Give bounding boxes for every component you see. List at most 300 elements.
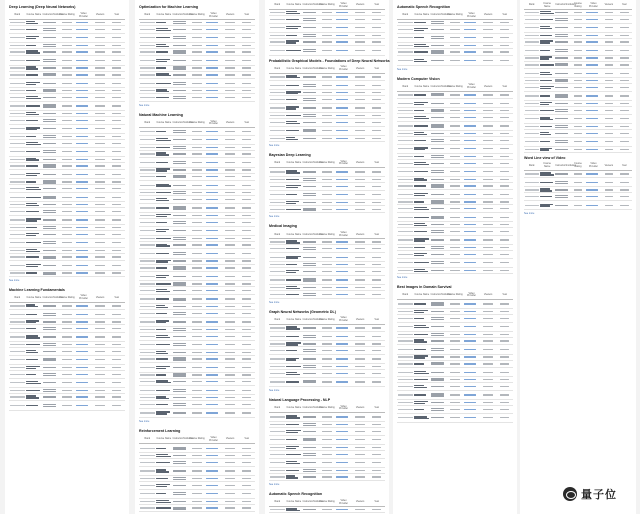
table-cell-prov[interactable] <box>463 26 480 34</box>
table-cell-prov[interactable] <box>205 482 222 490</box>
table-row[interactable] <box>9 231 125 239</box>
table-row[interactable] <box>139 504 255 512</box>
table-cell-name[interactable] <box>26 238 43 247</box>
see-more-link[interactable]: See more <box>269 483 280 487</box>
table-row[interactable] <box>397 322 513 331</box>
table-cell-prov[interactable] <box>463 383 480 391</box>
table-cell-name[interactable] <box>286 291 303 299</box>
table-row[interactable] <box>9 94 125 102</box>
table-cell-name[interactable] <box>156 264 173 272</box>
table-cell-name[interactable] <box>286 428 303 436</box>
table-cell-name[interactable] <box>286 253 303 262</box>
table-row[interactable] <box>139 459 255 467</box>
table-cell-name[interactable] <box>156 444 173 453</box>
table-row[interactable] <box>269 38 385 46</box>
table-row[interactable] <box>397 167 513 176</box>
table-cell-prov[interactable] <box>205 466 222 475</box>
table-cell-name[interactable] <box>286 183 303 191</box>
table-row[interactable] <box>397 267 513 273</box>
table-cell-prov[interactable] <box>205 459 222 467</box>
table-row[interactable] <box>269 450 385 458</box>
table-row[interactable] <box>397 99 513 108</box>
table-row[interactable] <box>524 23 632 32</box>
table-cell-name[interactable] <box>539 107 554 115</box>
table-cell-name[interactable] <box>286 473 303 481</box>
table-cell-name[interactable] <box>286 370 303 378</box>
table-row[interactable] <box>397 337 513 345</box>
table-cell-name[interactable] <box>539 178 554 187</box>
table-cell-name[interactable] <box>26 302 43 310</box>
table-cell-prov[interactable] <box>205 272 222 281</box>
table-cell-prov[interactable] <box>586 91 601 100</box>
table-row[interactable] <box>397 228 513 236</box>
table-cell-prov[interactable] <box>463 228 480 236</box>
table-cell-prov[interactable] <box>205 295 222 304</box>
table-cell-prov[interactable] <box>463 91 480 99</box>
table-cell-prov[interactable] <box>586 146 601 152</box>
table-cell-prov[interactable] <box>463 315 480 323</box>
table-row[interactable] <box>9 147 125 156</box>
table-row[interactable] <box>139 340 255 349</box>
table-row[interactable] <box>139 71 255 79</box>
table-cell-prov[interactable] <box>205 444 222 453</box>
table-row[interactable] <box>9 332 125 341</box>
table-row[interactable] <box>397 360 513 368</box>
table-cell-prov[interactable] <box>75 33 92 42</box>
table-row[interactable] <box>269 135 385 141</box>
see-more-link[interactable]: See more <box>524 212 535 216</box>
table-row[interactable] <box>269 190 385 199</box>
table-cell-name[interactable] <box>286 245 303 253</box>
table-cell-name[interactable] <box>156 466 173 475</box>
table-row[interactable] <box>397 190 513 199</box>
table-row[interactable] <box>524 38 632 46</box>
table-row[interactable] <box>524 114 632 123</box>
table-cell-name[interactable] <box>414 383 431 391</box>
table-cell-prov[interactable] <box>75 270 92 276</box>
table-row[interactable] <box>269 103 385 112</box>
table-cell-name[interactable] <box>156 272 173 281</box>
table-row[interactable] <box>139 264 255 272</box>
table-cell-name[interactable] <box>26 310 43 319</box>
table-cell-prov[interactable] <box>205 287 222 295</box>
table-cell-prov[interactable] <box>586 178 601 187</box>
table-cell-prov[interactable] <box>75 325 92 333</box>
table-row[interactable] <box>9 139 125 147</box>
table-row[interactable] <box>269 167 385 176</box>
table-cell-name[interactable] <box>414 167 431 176</box>
table-row[interactable] <box>139 48 255 56</box>
table-cell-prov[interactable] <box>335 507 352 513</box>
table-cell-name[interactable] <box>156 135 173 144</box>
table-cell-name[interactable] <box>539 137 554 146</box>
table-cell-name[interactable] <box>286 103 303 112</box>
table-row[interactable] <box>269 183 385 191</box>
table-row[interactable] <box>524 107 632 115</box>
table-cell-name[interactable] <box>286 507 303 513</box>
table-cell-name[interactable] <box>539 129 554 137</box>
table-cell-prov[interactable] <box>463 235 480 244</box>
table-row[interactable] <box>524 84 632 92</box>
table-cell-name[interactable] <box>414 360 431 368</box>
table-cell-name[interactable] <box>156 459 173 467</box>
table-row[interactable] <box>139 219 255 227</box>
table-cell-name[interactable] <box>286 23 303 32</box>
table-row[interactable] <box>9 325 125 333</box>
table-row[interactable] <box>139 466 255 475</box>
table-cell-name[interactable] <box>286 377 303 386</box>
table-row[interactable] <box>269 347 385 355</box>
table-cell-name[interactable] <box>156 317 173 326</box>
table-cell-name[interactable] <box>286 73 303 81</box>
table-cell-name[interactable] <box>414 213 431 222</box>
table-cell-prov[interactable] <box>586 38 601 46</box>
table-cell-prov[interactable] <box>75 117 92 125</box>
table-cell-name[interactable] <box>26 215 43 224</box>
see-more-link[interactable]: See more <box>269 388 280 392</box>
table-cell-prov[interactable] <box>75 124 92 133</box>
table-row[interactable] <box>397 413 513 422</box>
table-cell-name[interactable] <box>414 33 431 42</box>
table-cell-name[interactable] <box>539 23 554 32</box>
table-row[interactable] <box>9 33 125 42</box>
table-cell-name[interactable] <box>26 26 43 34</box>
table-cell-name[interactable] <box>414 228 431 236</box>
table-cell-name[interactable] <box>156 94 173 102</box>
table-row[interactable] <box>9 270 125 276</box>
table-cell-prov[interactable] <box>75 332 92 341</box>
table-cell-prov[interactable] <box>586 193 601 201</box>
table-row[interactable] <box>524 201 632 210</box>
table-row[interactable] <box>269 16 385 24</box>
table-cell-name[interactable] <box>539 146 554 152</box>
table-cell-name[interactable] <box>414 91 431 99</box>
table-cell-prov[interactable] <box>205 489 222 498</box>
table-cell-name[interactable] <box>156 408 173 417</box>
table-cell-name[interactable] <box>156 249 173 258</box>
table-row[interactable] <box>269 46 385 55</box>
table-cell-prov[interactable] <box>335 377 352 386</box>
table-cell-prov[interactable] <box>335 46 352 55</box>
table-cell-prov[interactable] <box>586 129 601 137</box>
table-cell-prov[interactable] <box>205 241 222 249</box>
see-more-link[interactable]: See more <box>139 420 150 424</box>
table-row[interactable] <box>9 310 125 319</box>
table-cell-prov[interactable] <box>205 340 222 349</box>
table-row[interactable] <box>9 253 125 261</box>
table-cell-name[interactable] <box>414 267 431 273</box>
table-cell-prov[interactable] <box>75 208 92 216</box>
table-row[interactable] <box>269 332 385 341</box>
table-row[interactable] <box>269 291 385 299</box>
table-cell-name[interactable] <box>26 185 43 193</box>
table-cell-prov[interactable] <box>586 69 601 78</box>
table-row[interactable] <box>139 386 255 395</box>
table-cell-name[interactable] <box>286 126 303 135</box>
table-row[interactable] <box>397 235 513 244</box>
table-cell-name[interactable] <box>156 203 173 212</box>
table-row[interactable] <box>139 332 255 340</box>
table-cell-prov[interactable] <box>463 159 480 167</box>
table-cell-prov[interactable] <box>335 23 352 32</box>
table-cell-name[interactable] <box>414 315 431 323</box>
table-cell-name[interactable] <box>156 355 173 363</box>
table-cell-name[interactable] <box>286 190 303 199</box>
table-cell-prov[interactable] <box>463 337 480 345</box>
table-row[interactable] <box>139 444 255 453</box>
table-cell-prov[interactable] <box>75 348 92 356</box>
table-cell-prov[interactable] <box>75 26 92 34</box>
table-cell-prov[interactable] <box>205 249 222 258</box>
table-cell-prov[interactable] <box>75 231 92 239</box>
table-row[interactable] <box>139 203 255 212</box>
table-row[interactable] <box>524 137 632 146</box>
table-cell-name[interactable] <box>414 182 431 190</box>
table-cell-name[interactable] <box>26 117 43 125</box>
table-row[interactable] <box>139 56 255 65</box>
table-cell-prov[interactable] <box>335 103 352 112</box>
table-cell-prov[interactable] <box>335 347 352 355</box>
see-more-link[interactable]: See more <box>397 67 408 71</box>
table-cell-prov[interactable] <box>463 114 480 122</box>
table-row[interactable] <box>9 56 125 65</box>
table-cell-name[interactable] <box>286 46 303 55</box>
table-cell-prov[interactable] <box>205 226 222 235</box>
table-cell-name[interactable] <box>156 401 173 409</box>
table-row[interactable] <box>9 185 125 193</box>
table-cell-prov[interactable] <box>586 46 601 55</box>
table-row[interactable] <box>269 370 385 378</box>
table-cell-name[interactable] <box>26 332 43 341</box>
table-cell-name[interactable] <box>539 84 554 92</box>
table-row[interactable] <box>9 348 125 356</box>
table-cell-name[interactable] <box>26 71 43 79</box>
table-cell-prov[interactable] <box>75 71 92 79</box>
table-row[interactable] <box>269 253 385 262</box>
table-cell-prov[interactable] <box>205 401 222 409</box>
table-cell-prov[interactable] <box>75 253 92 261</box>
table-row[interactable] <box>397 390 513 399</box>
table-row[interactable] <box>9 378 125 387</box>
table-cell-prov[interactable] <box>463 205 480 213</box>
table-cell-name[interactable] <box>156 150 173 158</box>
table-cell-name[interactable] <box>414 322 431 331</box>
table-cell-name[interactable] <box>156 310 173 318</box>
table-cell-prov[interactable] <box>205 378 222 386</box>
table-row[interactable] <box>269 324 385 332</box>
table-cell-prov[interactable] <box>335 190 352 199</box>
table-cell-name[interactable] <box>286 119 303 127</box>
table-cell-name[interactable] <box>539 193 554 201</box>
table-cell-prov[interactable] <box>75 310 92 319</box>
table-row[interactable] <box>9 48 125 56</box>
table-cell-name[interactable] <box>414 406 431 414</box>
table-cell-prov[interactable] <box>586 61 601 69</box>
table-row[interactable] <box>269 23 385 32</box>
table-cell-prov[interactable] <box>205 127 222 135</box>
table-cell-name[interactable] <box>26 48 43 56</box>
table-cell-name[interactable] <box>26 348 43 356</box>
table-cell-prov[interactable] <box>463 345 480 354</box>
table-cell-prov[interactable] <box>335 355 352 364</box>
table-cell-prov[interactable] <box>205 173 222 181</box>
table-cell-name[interactable] <box>26 355 43 364</box>
table-cell-name[interactable] <box>156 287 173 295</box>
table-cell-prov[interactable] <box>335 428 352 436</box>
table-cell-name[interactable] <box>414 299 431 308</box>
table-cell-name[interactable] <box>286 268 303 276</box>
table-cell-prov[interactable] <box>335 96 352 104</box>
table-cell-name[interactable] <box>414 390 431 399</box>
table-row[interactable] <box>139 408 255 417</box>
table-cell-name[interactable] <box>539 114 554 123</box>
table-cell-name[interactable] <box>286 347 303 355</box>
table-row[interactable] <box>139 249 255 258</box>
table-cell-prov[interactable] <box>463 190 480 199</box>
table-cell-prov[interactable] <box>463 137 480 145</box>
table-cell-prov[interactable] <box>463 299 480 308</box>
table-cell-name[interactable] <box>26 56 43 65</box>
table-cell-name[interactable] <box>156 489 173 498</box>
table-cell-prov[interactable] <box>75 79 92 88</box>
table-cell-prov[interactable] <box>463 251 480 259</box>
table-cell-name[interactable] <box>414 159 431 167</box>
table-cell-name[interactable] <box>156 71 173 79</box>
table-cell-name[interactable] <box>156 226 173 235</box>
table-row[interactable] <box>9 124 125 133</box>
table-row[interactable] <box>397 114 513 122</box>
see-more-link[interactable]: See more <box>269 215 280 219</box>
table-cell-name[interactable] <box>414 121 431 130</box>
table-cell-name[interactable] <box>286 450 303 458</box>
table-cell-prov[interactable] <box>75 48 92 56</box>
table-cell-prov[interactable] <box>335 332 352 341</box>
table-cell-prov[interactable] <box>205 56 222 65</box>
table-row[interactable] <box>269 355 385 364</box>
table-row[interactable] <box>397 315 513 323</box>
table-row[interactable] <box>397 26 513 34</box>
table-row[interactable] <box>269 268 385 276</box>
table-cell-name[interactable] <box>26 401 43 410</box>
table-cell-prov[interactable] <box>75 170 92 179</box>
table-cell-prov[interactable] <box>335 16 352 24</box>
table-row[interactable] <box>269 126 385 135</box>
table-cell-prov[interactable] <box>586 170 601 178</box>
table-row[interactable] <box>524 69 632 78</box>
table-cell-name[interactable] <box>414 99 431 108</box>
table-cell-name[interactable] <box>156 26 173 34</box>
table-cell-prov[interactable] <box>463 406 480 414</box>
table-cell-name[interactable] <box>156 241 173 249</box>
table-cell-name[interactable] <box>156 332 173 340</box>
table-cell-name[interactable] <box>414 251 431 259</box>
table-cell-prov[interactable] <box>205 158 222 167</box>
table-row[interactable] <box>9 238 125 247</box>
table-cell-prov[interactable] <box>205 150 222 158</box>
table-cell-prov[interactable] <box>75 370 92 378</box>
table-row[interactable] <box>139 272 255 281</box>
table-cell-prov[interactable] <box>463 33 480 42</box>
table-cell-name[interactable] <box>286 16 303 24</box>
table-row[interactable] <box>9 71 125 79</box>
table-cell-name[interactable] <box>156 127 173 135</box>
table-cell-name[interactable] <box>26 33 43 42</box>
table-cell-prov[interactable] <box>75 94 92 102</box>
table-cell-name[interactable] <box>286 135 303 141</box>
table-cell-name[interactable] <box>539 61 554 69</box>
table-row[interactable] <box>9 302 125 310</box>
table-cell-name[interactable] <box>414 368 431 377</box>
table-cell-name[interactable] <box>539 46 554 55</box>
table-cell-name[interactable] <box>156 340 173 349</box>
table-row[interactable] <box>397 91 513 99</box>
table-cell-prov[interactable] <box>463 144 480 153</box>
table-cell-name[interactable] <box>414 258 431 267</box>
table-row[interactable] <box>269 412 385 421</box>
table-row[interactable] <box>9 117 125 125</box>
table-cell-name[interactable] <box>286 81 303 90</box>
table-cell-prov[interactable] <box>205 33 222 42</box>
table-cell-name[interactable] <box>156 482 173 490</box>
table-cell-prov[interactable] <box>586 114 601 123</box>
table-row[interactable] <box>397 368 513 377</box>
table-cell-name[interactable] <box>539 38 554 46</box>
table-row[interactable] <box>524 46 632 55</box>
table-cell-prov[interactable] <box>586 84 601 92</box>
table-row[interactable] <box>139 79 255 88</box>
table-row[interactable] <box>269 119 385 127</box>
table-row[interactable] <box>9 393 125 401</box>
table-cell-prov[interactable] <box>205 219 222 227</box>
table-cell-prov[interactable] <box>463 182 480 190</box>
table-cell-prov[interactable] <box>205 203 222 212</box>
table-cell-prov[interactable] <box>335 412 352 421</box>
table-cell-prov[interactable] <box>205 181 222 190</box>
table-cell-name[interactable] <box>414 235 431 244</box>
table-row[interactable] <box>397 258 513 267</box>
table-cell-name[interactable] <box>26 193 43 202</box>
table-cell-name[interactable] <box>26 261 43 270</box>
table-cell-name[interactable] <box>26 370 43 378</box>
table-cell-name[interactable] <box>26 162 43 170</box>
table-row[interactable] <box>397 345 513 354</box>
table-row[interactable] <box>269 458 385 467</box>
table-row[interactable] <box>9 355 125 364</box>
table-row[interactable] <box>397 33 513 42</box>
table-cell-name[interactable] <box>156 173 173 181</box>
table-row[interactable] <box>9 101 125 110</box>
table-cell-name[interactable] <box>26 147 43 156</box>
table-row[interactable] <box>139 287 255 295</box>
table-cell-prov[interactable] <box>463 121 480 130</box>
table-row[interactable] <box>139 196 255 204</box>
table-row[interactable] <box>397 48 513 56</box>
table-row[interactable] <box>9 170 125 179</box>
table-cell-prov[interactable] <box>205 504 222 512</box>
table-row[interactable] <box>524 170 632 178</box>
table-cell-prov[interactable] <box>335 119 352 127</box>
table-row[interactable] <box>397 406 513 414</box>
table-cell-prov[interactable] <box>75 162 92 170</box>
table-row[interactable] <box>397 251 513 259</box>
table-cell-name[interactable] <box>414 48 431 56</box>
table-row[interactable] <box>139 173 255 181</box>
table-cell-prov[interactable] <box>205 71 222 79</box>
table-cell-name[interactable] <box>414 337 431 345</box>
table-row[interactable] <box>9 193 125 202</box>
table-cell-name[interactable] <box>26 94 43 102</box>
table-row[interactable] <box>397 121 513 130</box>
